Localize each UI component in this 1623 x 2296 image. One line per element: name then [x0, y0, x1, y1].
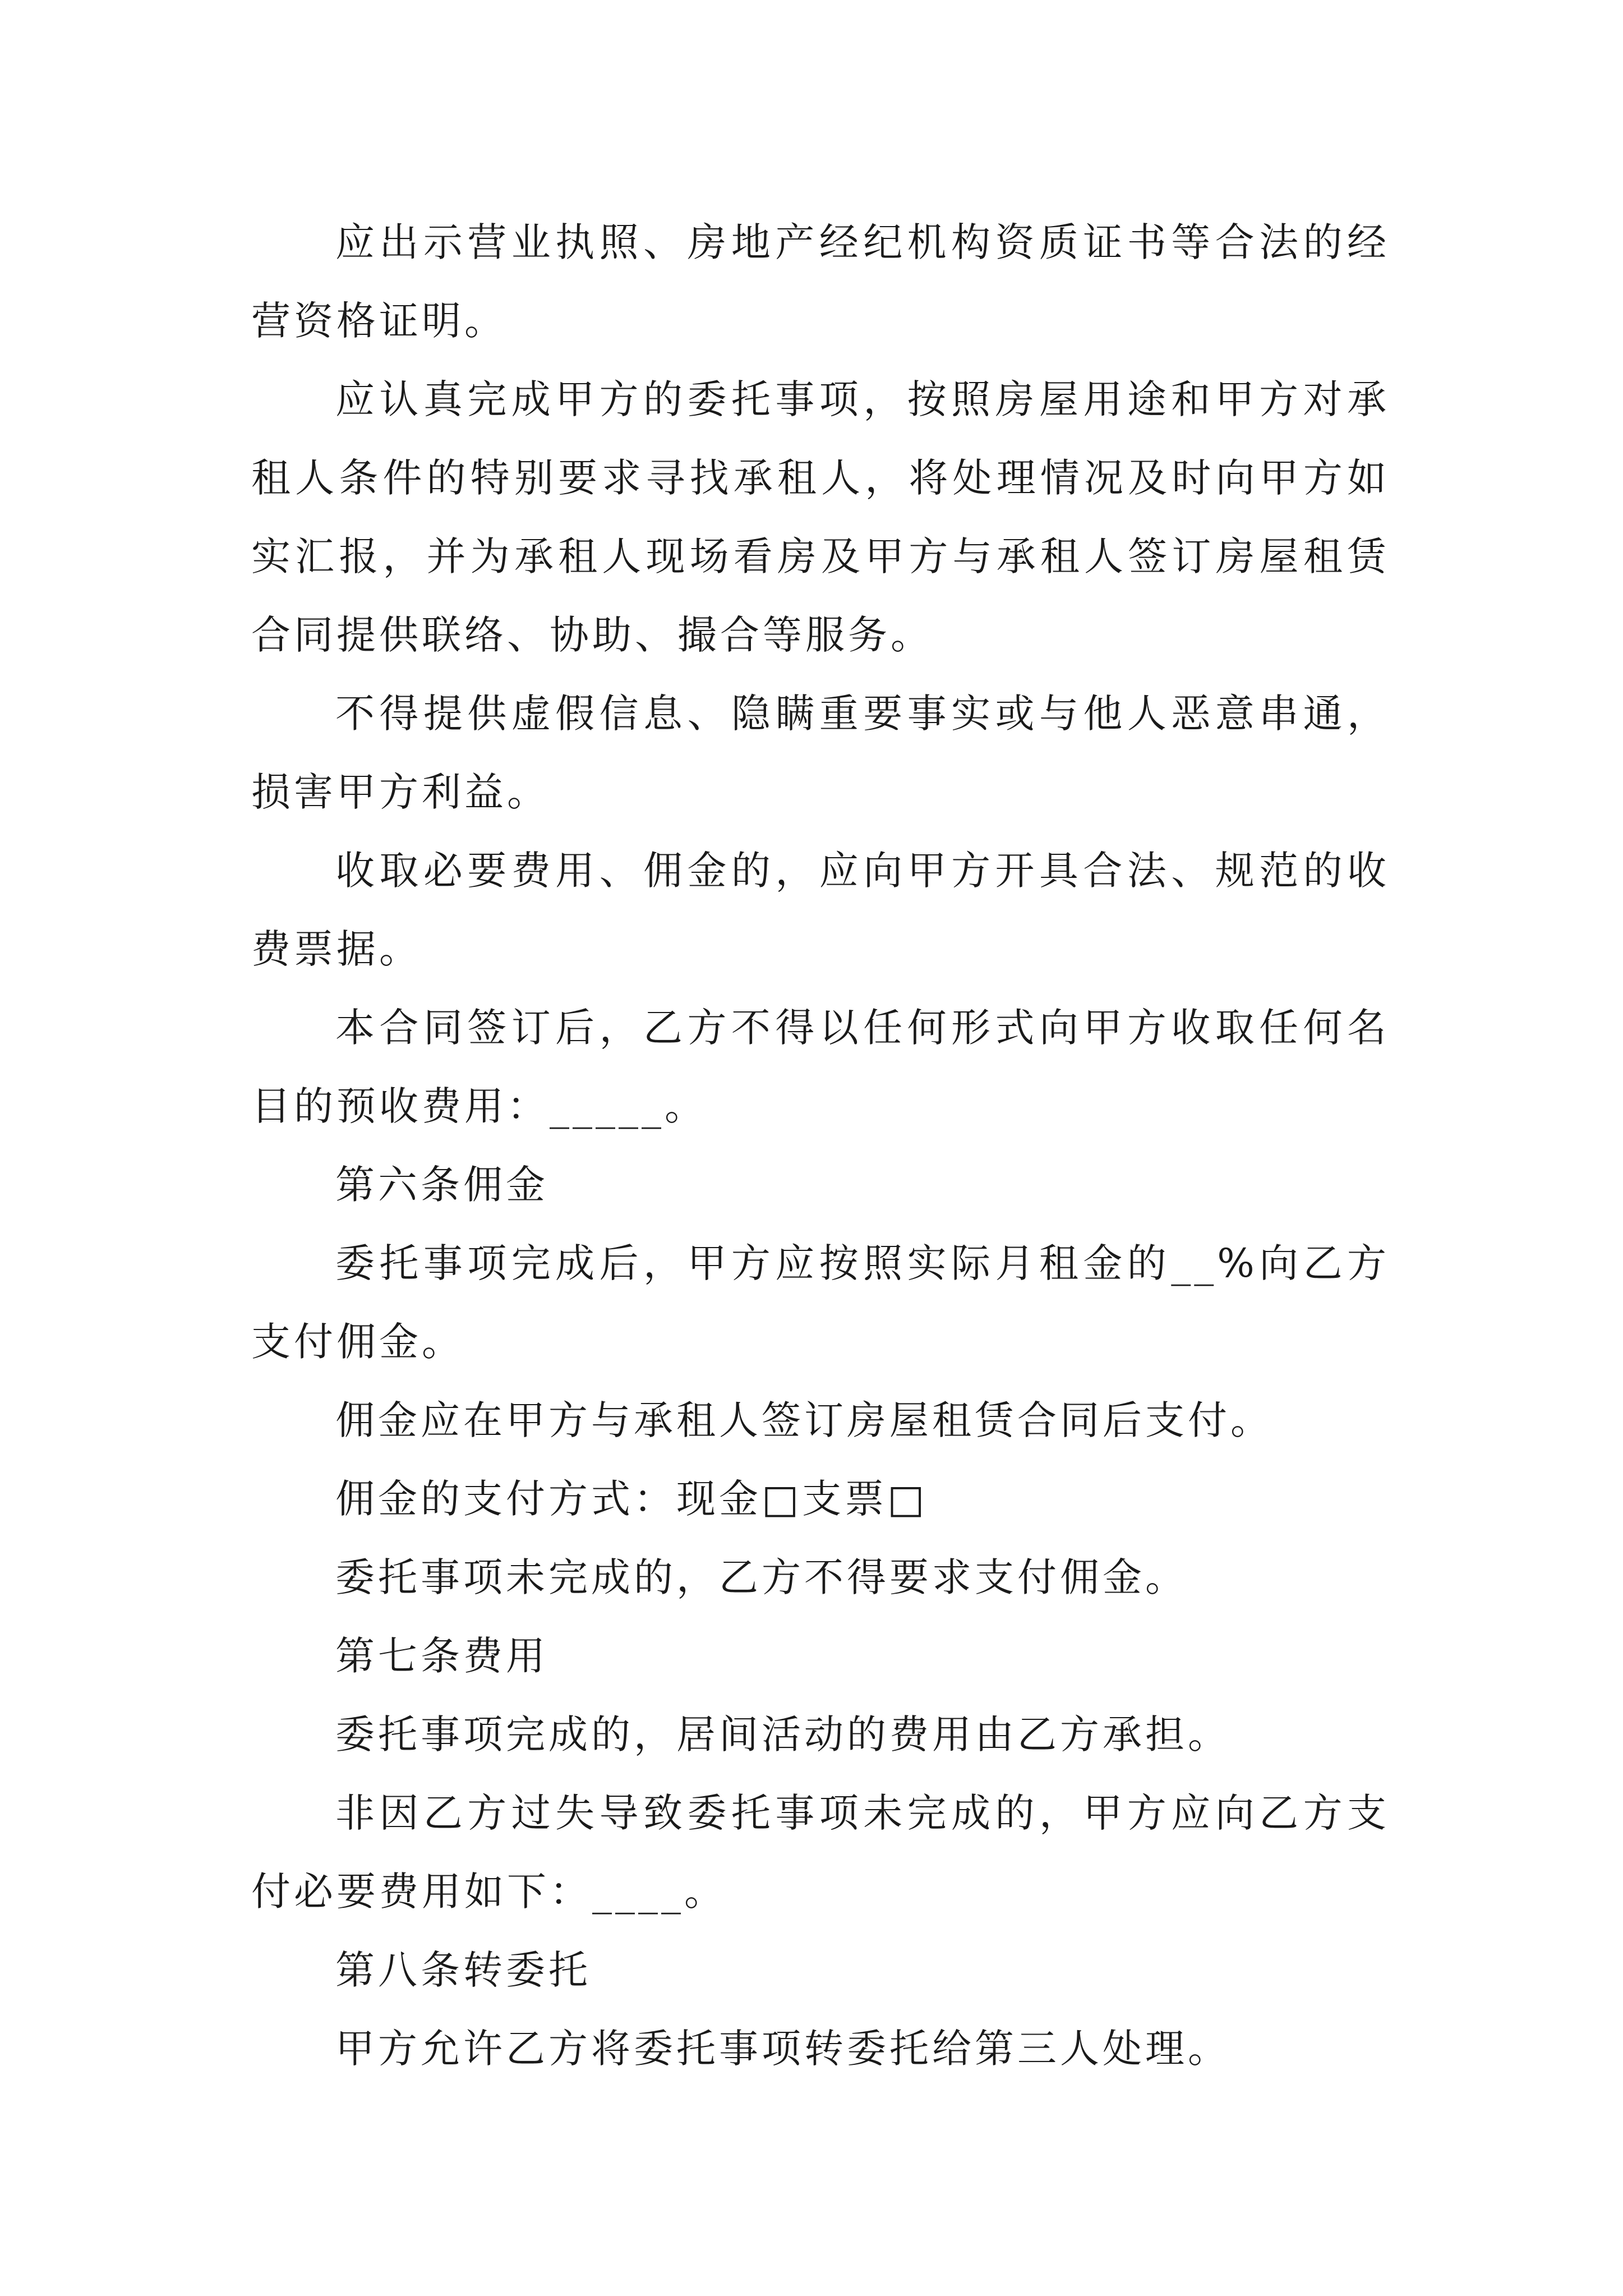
paragraph-duties: 应认真完成甲方的委托事项，按照房屋用途和甲方对承租人条件的特别要求寻找承租人，将处理情况及时向甲方如实汇报，并为承租人现场看房及甲方与承租人签订房屋租赁合同提供联络、协助、撮合等服务。	[251, 376, 1390, 658]
heading-article-6: 第六条佣金	[335, 1162, 548, 1208]
paragraph-necessary-fees: 非因乙方过失导致委托事项未完成的，甲方应向乙方支付必要费用如下：____。	[251, 1790, 1390, 1915]
paragraph-qualification: 应出示营业执照、房地产经纪机构资质证书等合法的经营资格证明。	[251, 219, 1390, 344]
paragraph-commission-rate: 委托事项完成后，甲方应按照实际月租金的__%向乙方支付佣金。	[251, 1240, 1390, 1365]
document-body	[251, 203, 1390, 2088]
paragraph-prepaid-fees: 本合同签订后，乙方不得以任何形式向甲方收取任何名目的预收费用：_____。	[251, 1005, 1390, 1129]
paragraph-commission-timing: 佣金应在甲方与承租人签订房屋租赁合同后支付。	[335, 1397, 1273, 1443]
paragraph-fees-borne: 委托事项完成的，居间活动的费用由乙方承担。	[335, 1711, 1230, 1757]
paragraph-no-false-info: 不得提供虚假信息、隐瞒重要事实或与他人恶意串通，损害甲方利益。	[251, 691, 1390, 815]
heading-article-8: 第八条转委托	[335, 1947, 591, 1993]
paragraph-sub-delegation: 甲方允许乙方将委托事项转委托给第三人处理。	[335, 2026, 1230, 2072]
paragraph-payment-method: 佣金的支付方式：现金□支票□	[335, 1476, 928, 1522]
paragraph-no-commission: 委托事项未完成的，乙方不得要求支付佣金。	[335, 1554, 1188, 1600]
heading-article-7: 第七条费用	[335, 1633, 548, 1679]
paragraph-receipts: 收取必要费用、佣金的，应向甲方开具合法、规范的收费票据。	[251, 848, 1390, 972]
